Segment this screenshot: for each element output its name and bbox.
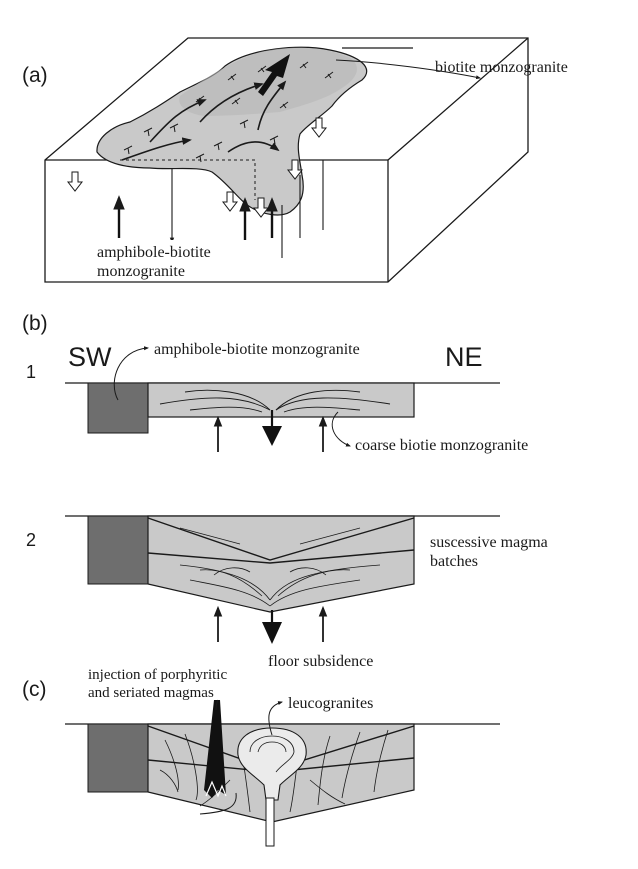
successive-batches-label-line1: suscessive magma <box>430 534 548 551</box>
panel-a-label: (a) <box>22 64 48 87</box>
panel-a <box>22 38 568 282</box>
panel-c-label: (c) <box>22 678 47 701</box>
leucogranite-feeder <box>266 798 274 846</box>
injection-label-line2: and seriated magmas <box>88 685 214 701</box>
panel-b <box>22 312 548 670</box>
stage-2-label: 2 <box>26 530 37 550</box>
stage-2-wall <box>88 516 148 584</box>
leucogranites-label: leucogranites <box>288 695 374 712</box>
panel-c <box>22 667 500 846</box>
stage-1-wall <box>88 383 148 433</box>
successive-batches-label-line2: batches <box>430 553 478 570</box>
biotite-monzogranite-label: biotite monzogranite <box>435 59 568 76</box>
stage-2-down-arrow <box>262 610 282 644</box>
amphibole-biotite-label-line2: monzogranite <box>97 263 185 280</box>
floor-subsidence-label: floor subsidence <box>268 653 374 670</box>
coarse-biotie-label: coarse biotie monzogranite <box>355 437 529 454</box>
panel-b-label: (b) <box>22 312 48 335</box>
amphibole-biotite-full-label: amphibole-biotite monzogranite <box>154 341 360 358</box>
amphibole-biotite-label-line1: amphibole-biotite <box>97 244 211 261</box>
injection-label-line1: injection of porphyritic <box>88 667 228 683</box>
orientation-sw: SW <box>68 342 112 372</box>
stage-1-label: 1 <box>26 362 37 382</box>
stage-3-wall <box>88 724 148 792</box>
stage-2 <box>26 516 548 670</box>
orientation-ne: NE <box>445 342 483 372</box>
